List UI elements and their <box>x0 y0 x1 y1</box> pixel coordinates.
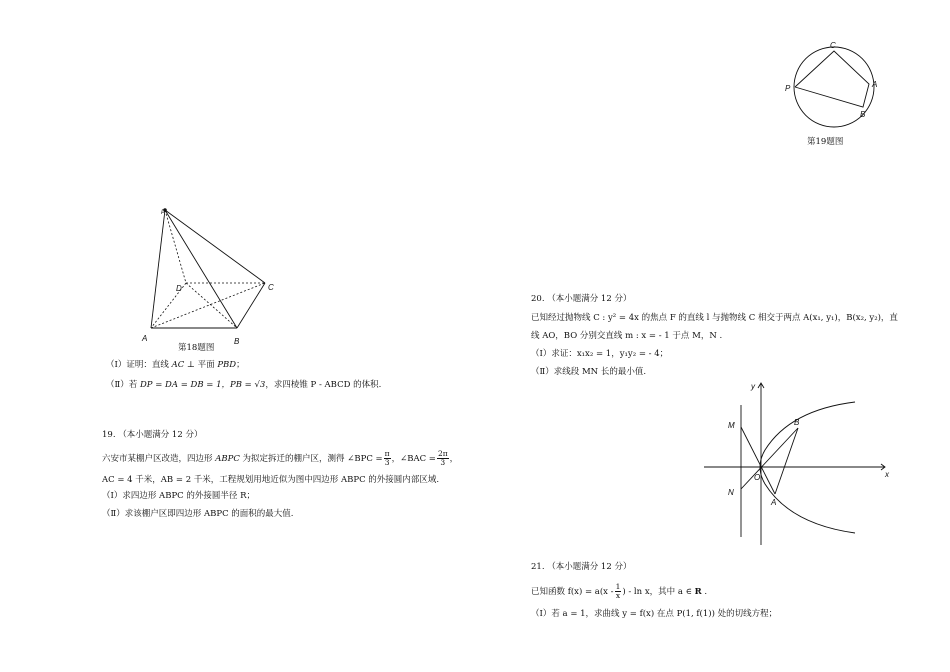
origin-label: O <box>754 473 761 482</box>
axis-label-x: x <box>885 470 889 479</box>
pyramid-label-a: A <box>142 334 148 343</box>
fraction-2pi-over-3: $\frac{2\pi}{3}$ <box>437 449 448 467</box>
pyramid-label-d: D <box>176 284 182 293</box>
q20-part2: （Ⅱ）求线段 MN 长的最小值. <box>531 367 647 377</box>
point-label-m: M <box>728 421 735 430</box>
pyramid-label-b: B <box>234 337 240 346</box>
q20-header: 20. （本小题满分 12 分） <box>531 294 632 304</box>
q19-part1: （Ⅰ）求四边形 ABPC 的外接圆半径 R； <box>102 491 255 501</box>
q21-part1: （Ⅰ）若 a = 1，求曲线 y = f(x) 在点 P(1, f(1)) 处的切线方程； <box>531 609 778 619</box>
q21-header: 21. （本小题满分 12 分） <box>531 562 632 572</box>
point-label-b: B <box>794 418 800 427</box>
circle-label-p: P <box>785 84 791 93</box>
q19-part2: （Ⅱ）求该棚户区即四边形 ABPC 的面积的最大值. <box>102 509 294 519</box>
q19-header: 19. （本小题满分 12 分） <box>102 430 203 440</box>
circle-label-b: B <box>860 110 866 119</box>
point-label-a: A <box>771 498 777 507</box>
fraction-1-over-x: $\frac{1}{x}$ <box>615 582 621 600</box>
q20-part1: （Ⅰ）求证：x₁x₂ = 1，y₁y₂ = - 4； <box>531 349 669 359</box>
figure-18-caption: 第18题图 <box>178 343 215 353</box>
figure-19-caption: 第19题图 <box>807 137 844 147</box>
pyramid-label-p: P <box>161 210 166 216</box>
axis-label-y: y <box>751 382 755 391</box>
circle-label-a: A <box>872 80 878 89</box>
q18-part1: （Ⅰ）证明：直线 AC ⊥ 平面 PBD； <box>106 360 245 370</box>
q19-line2: AC = 4 千米，AB = 2 千米，工程规划用地近似为图中四边形 ABPC 的外接圆内部区域. <box>102 475 440 485</box>
fraction-pi-over-3: $\frac{\pi}{3}$ <box>384 449 390 467</box>
pyramid-label-c: C <box>268 283 274 292</box>
circle-label-c: C <box>830 41 836 50</box>
q21-line1: 已知函数 f(x) = a(x - $\frac{1}{x}$ ) - ln x，其中 a ∈ R . <box>531 582 708 600</box>
q19-line1: 六安市某棚户区改造，四边形 ABPC 为拟定拆迁的棚户区，测得 ∠BPC = $\frac{\pi}{3}$ ，∠BAC = $\frac{2\pi}{3}$ ， <box>102 449 459 467</box>
q18-part2: （Ⅱ）若 DP = DA = DB = 1，PB = √3，求四棱锥 P - ABCD 的体积. <box>106 380 382 390</box>
q20-line1: 已知经过抛物线 C : y² = 4x 的焦点 F 的直线 l 与抛物线 C 相交于两点 A(x₁, y₁)，B(x₂, y₂)，直 <box>531 313 898 323</box>
point-label-n: N <box>728 488 734 497</box>
q20-line2: 线 AO，BO 分别交直线 m : x = - 1 于点 M，N . <box>531 331 723 341</box>
